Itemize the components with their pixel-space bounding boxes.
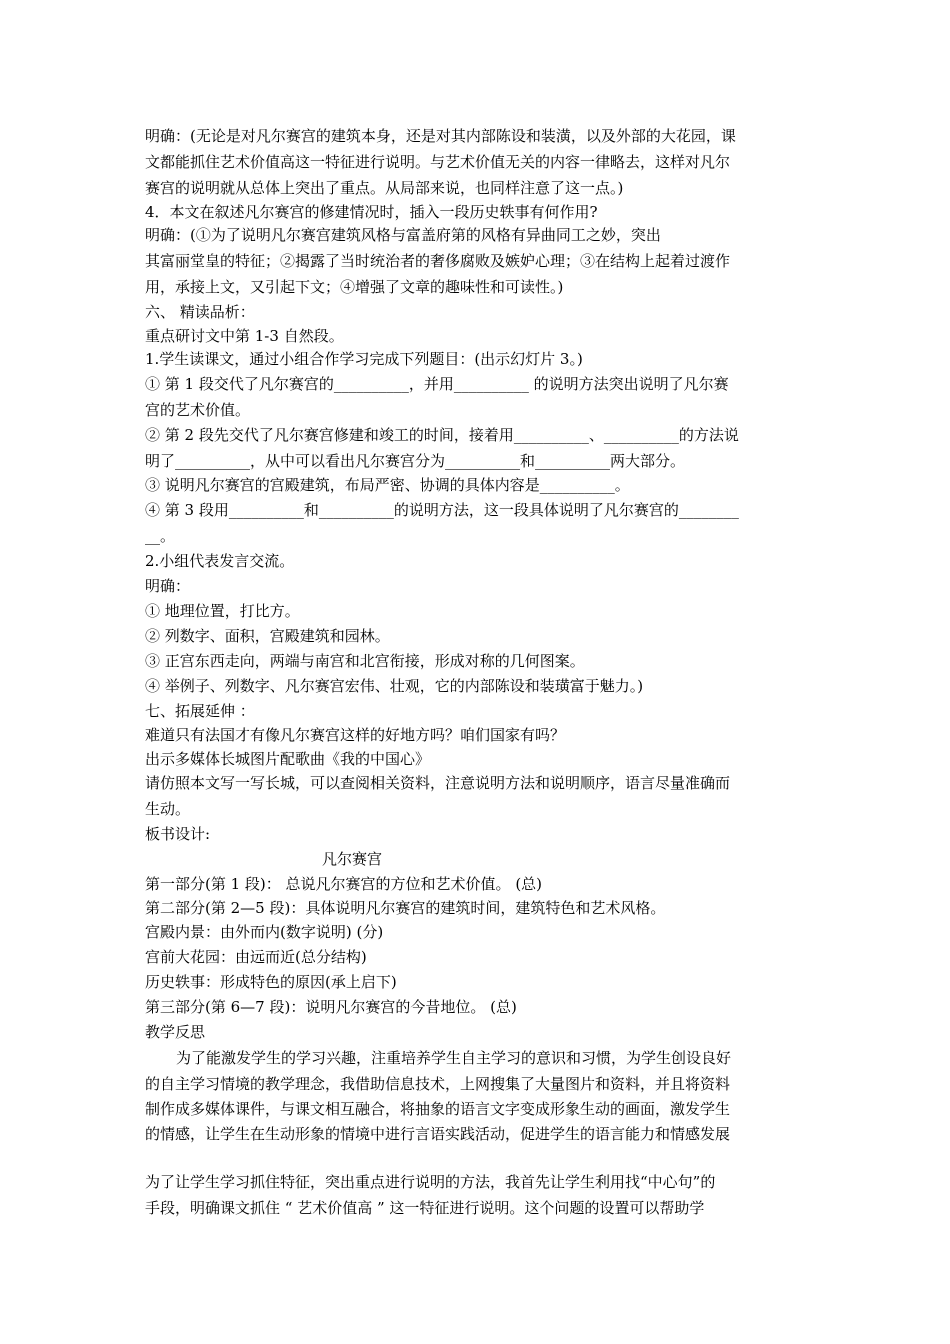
text-line: 生动。 [145, 800, 191, 818]
exercise-item: ③ 说明凡尔赛宫的宫殿建筑，布局严密、协调的具体内容是__________。 [145, 476, 630, 494]
text-line: 第二部分(第 2—5 段)：具体说明凡尔赛宫的建筑时间，建筑特色和艺术风格。 [145, 899, 666, 917]
text-line: 宫前大花园：由远而近(总分结构) [145, 948, 367, 966]
text-line: 第三部分(第 6—7 段)：说明凡尔赛宫的今昔地位。 (总) [145, 998, 517, 1016]
exercise-item: ② 第 2 段先交代了凡尔赛宫修建和竣工的时间，接着用__________、__________的方法说 [145, 426, 739, 444]
text-line: 明确：(无论是对凡尔赛宫的建筑本身，还是对其内部陈设和装潢，以及外部的大花园，课 [145, 127, 736, 145]
text-line: 文都能抓住艺术价值高这一特征进行说明。与艺术价值无关的内容一律略去，这样对凡尔 [145, 153, 731, 171]
text-line: 请仿照本文写一写长城，可以查阅相关资料，注意说明方法和说明顺序，语言尽量准确而 [145, 774, 731, 792]
section-heading: 七、拓展延伸 ： [145, 702, 255, 720]
section-heading: 教学反思 [145, 1023, 206, 1041]
text-line: 的情感，让学生在生动形象的情境中进行言语实践活动，促进学生的语言能力和情感发展 [145, 1125, 731, 1143]
section-heading: 六、 精读品析： [145, 303, 255, 321]
exercise-item: ① 第 1 段交代了凡尔赛宫的__________，并用__________ 的说明方法突出说明了凡尔赛 [145, 375, 729, 393]
text-line: 手段，明确课文抓住 “ 艺术价值高 ” 这一特征进行说明。这个问题的设置可以帮助学 [145, 1199, 705, 1217]
text-line: 出示多媒体长城图片配歌曲《我的中国心》 [145, 750, 431, 768]
text-line: 的自主学习情境的教学理念，我借助信息技术，上网搜集了大量图片和资料，并且将资料 [145, 1075, 731, 1093]
answer-item: ③ 正宫东西走向，两端与南宫和北宫衔接，形成对称的几何图案。 [145, 652, 585, 670]
text-line: 其富丽堂皇的特征；②揭露了当时统治者的奢侈腐败及嫉妒心理；③在结构上起着过渡作 [145, 252, 731, 270]
text-line: 明确： [145, 577, 191, 595]
text-line: 宫的艺术价值。 [145, 401, 251, 419]
answer-item: ① 地理位置，打比方。 [145, 602, 300, 620]
text-line: 宫殿内景：由外而内(数字说明) (分) [145, 923, 384, 941]
text-line: 用，承接上文，又引起下文；④增强了文章的趣味性和可读性。) [145, 278, 564, 296]
text-line: 重点研讨文中第 1-3 自然段。 [145, 327, 344, 345]
text-line: 赛宫的说明就从总体上突出了重点。从局部来说，也同样注意了这一点。) [145, 179, 624, 197]
text-line: 板书设计: [145, 825, 211, 843]
text-line: 1.学生读课文，通过小组合作学习完成下列题目：(出示幻灯片 3。) [145, 350, 583, 368]
answer-item: ② 列数字、面积，宫殿建筑和园林。 [145, 627, 390, 645]
text-line: 明了__________，从中可以看出凡尔赛宫分为__________和__________两大部分。 [145, 452, 686, 470]
text-line: __。 [145, 527, 176, 545]
exercise-item: ④ 第 3 段用__________和__________的说明方法，这一段具体说明了凡尔赛宫的________ [145, 501, 739, 519]
text-line: 制作成多媒体课件，与课文相互融合，将抽象的语言文字变成形象生动的画面，激发学生 [145, 1100, 731, 1118]
question-4: 4．本文在叙述凡尔赛宫的修建情况时，插入一段历史轶事有何作用? [145, 203, 598, 221]
text-line: 历史轶事：形成特色的原因(承上启下) [145, 973, 397, 991]
text-line: 难道只有法国才有像凡尔赛宫这样的好地方吗？咱们国家有吗？ [145, 726, 566, 744]
text-line: 明确：(①为了说明凡尔赛宫建筑风格与富盖府第的风格有异曲同工之妙，突出 [145, 226, 661, 244]
answer-item: ④ 举例子、列数字、凡尔赛宫宏伟、壮观，它的内部陈设和装璜富于魅力。) [145, 677, 644, 695]
board-title: 凡尔赛宫 [322, 850, 383, 868]
text-line: 为了让学生学习抓住特征，突出重点进行说明的方法，我首先让学生利用找“中心句”的 [145, 1173, 716, 1191]
text-line: 第一部分(第 1 段)： 总说凡尔赛宫的方位和艺术价值。 (总) [145, 875, 543, 893]
text-line: 2.小组代表发言交流。 [145, 552, 295, 570]
reflection-paragraph: 为了能激发学生的学习兴趣，注重培养学生自主学习的意识和习惯，为学生创设良好 [176, 1049, 732, 1067]
